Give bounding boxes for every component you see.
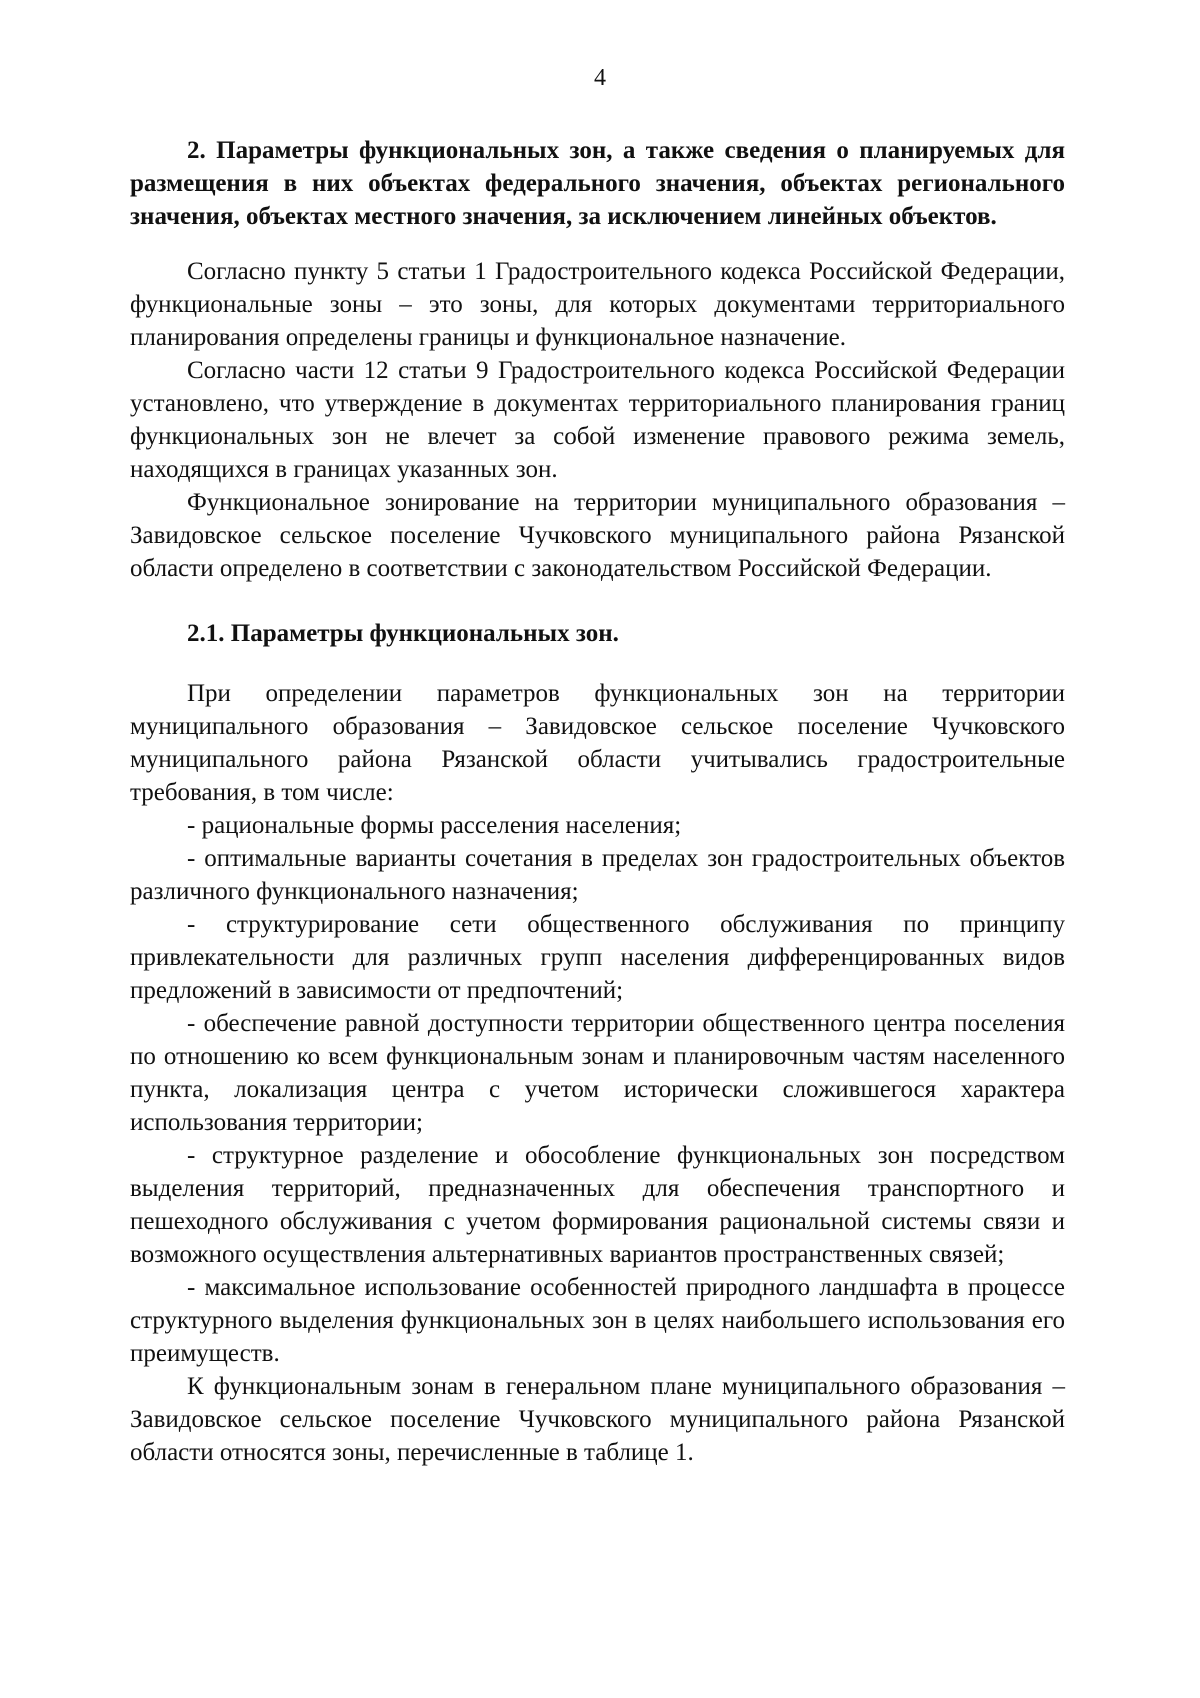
subsection-heading: 2.1. Параметры функциональных зон. bbox=[187, 620, 619, 647]
closing-paragraph: К функциональным зонам в генеральном плане муниципального образования – Завидовское сельское поселение Чучковского муниципального района Рязанской области относятся зоны, перечисленные в таблице 1. bbox=[130, 1373, 1065, 1466]
paragraph-legal-regime: Согласно части 12 статьи 9 Градостроительного кодекса Российской Федерации установлено, что утверждение в документах территориального планирования границ функциональных зон не влечет за собой изменение правового режима земель, находящихся в границах указанных зон. bbox=[130, 357, 1065, 483]
requirement-item: - рациональные формы расселения населения; bbox=[187, 812, 682, 839]
requirement-item: - оптимальные варианты сочетания в пределах зон градостроительных объектов различного функционального назначения; bbox=[130, 845, 1065, 905]
page-number: 4 bbox=[594, 65, 606, 91]
intro-block bbox=[130, 255, 1065, 585]
requirement-item: - структурное разделение и обособление функциональных зон посредством выделения территорий, предназначенных для обеспечения транспортного и пешеходного обслуживания с учетом формирования рациональной системы связи и возможного осуществления альтернативных вариантов пространственных связей; bbox=[130, 1142, 1065, 1268]
requirement-item: - максимальное использование особенностей природного ландшафта в процессе структурного выделения функциональных зон в целях наибольшего использования его преимуществ. bbox=[130, 1274, 1065, 1367]
paragraph-zoning-basis: Функциональное зонирование на территории муниципального образования – Завидовское сельское поселение Чучковского муниципального района Рязанской области определено в соответствии с законодательством Российской Федерации. bbox=[130, 489, 1065, 582]
section-heading: 2. Параметры функциональных зон, а также сведения о планируемых для размещения в них объектах федерального значения, объектах регионального значения, объектах местного значения, за исключением линейных объектов. bbox=[130, 137, 1065, 230]
requirement-item: - структурирование сети общественного обслуживания по принципу привлекательности для различных групп населения дифференцированных видов предложений в зависимости от предпочтений; bbox=[130, 911, 1065, 1004]
requirement-item: - обеспечение равной доступности территории общественного центра поселения по отношению ко всем функциональным зонам и планировочным частям населенного пункта, локализация центра с учетом исторически сложившегося характера использования территории; bbox=[130, 1010, 1065, 1136]
requirements-intro: При определении параметров функциональных зон на территории муниципального образования – Завидовское сельское поселение Чучковского муниципального района Рязанской области учитывались градостроительные требования, в том числе: bbox=[130, 680, 1065, 806]
requirements-block bbox=[130, 677, 1065, 1469]
paragraph-zones-definition: Согласно пункту 5 статьи 1 Градостроительного кодекса Российской Федерации, функциональные зоны – это зоны, для которых документами территориального планирования определены границы и функциональное назначение. bbox=[130, 258, 1065, 351]
